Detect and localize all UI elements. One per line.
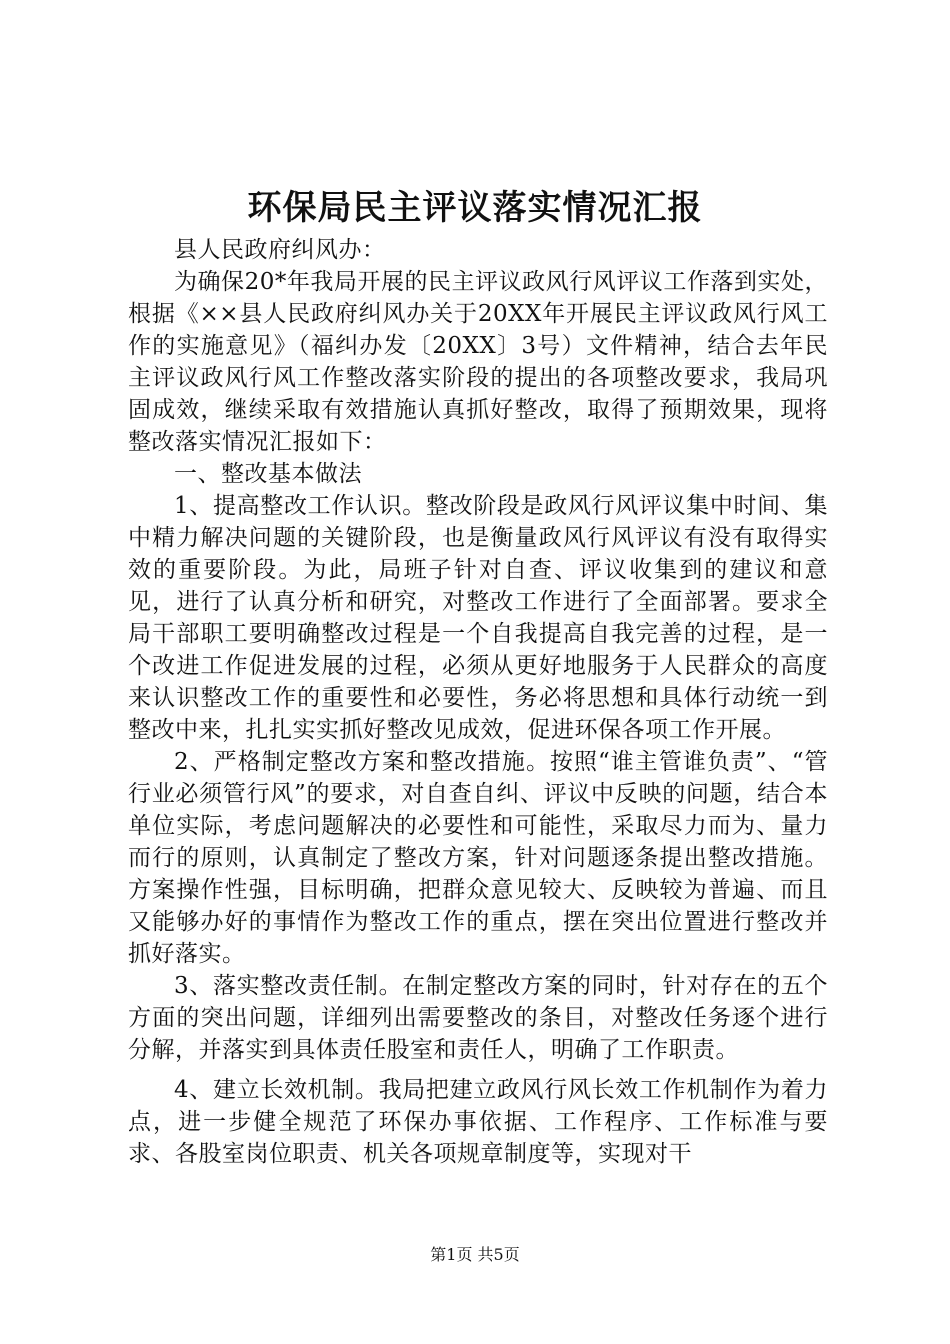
document-body (128, 234, 828, 1170)
document-title: 环保局民主评议落实情况汇报 (247, 188, 703, 228)
section-heading: 一、整改基本做法 (174, 461, 362, 487)
body-paragraph-4: 4、建立长效机制。我局把建立政风行风长效工作机制作为着力点，进一步健全规范了环保办事依据、工作程序、工作标准与要求、各股室岗位职责、机关各项规章制度等，实现对干 (128, 1077, 828, 1167)
page-footer: 第1页 共5页 (430, 1245, 520, 1264)
body-paragraph-3: 3、落实整改责任制。在制定整改方案的同时，针对存在的五个方面的突出问题，详细列出需要整改的条目，对整改任务逐个进行分解，并落实到具体责任股室和责任人，明确了工作职责。 (128, 973, 828, 1063)
intro-paragraph: 为确保20*年我局开展的民主评议政风行风评议工作落到实处，根据《××县人民政府纠风办关于20XX年开展民主评议政风行风工作的实施意见》（福纠办发〔20XX〕3号）文件精神，结合去年民主评议政风行风工作整改落实阶段的提出的各项整改要求，我局巩固成效，继续采取有效措施认真抓好整改，取得了预期效果，现将整改落实情况汇报如下： (128, 269, 828, 455)
body-paragraph-1: 1、提高整改工作认识。整改阶段是政风行风评议集中时间、集中精力解决问题的关键阶段，也是衡量政风行风评议有没有取得实效的重要阶段。为此，局班子针对自查、评议收集到的建议和意见，进行了认真分析和研究，对整改工作进行了全面部署。要求全局干部职工要明确整改过程是一个自我提高自我完善的过程，是一个改进工作促进发展的过程，必须从更好地服务于人民群众的高度来认识整改工作的重要性和必要性，务必将思想和具体行动统一到整改中来，扎扎实实抓好整改见成效，促进环保各项工作开展。 (128, 493, 828, 743)
salutation-paragraph: 县人民政府纠风办： (174, 237, 386, 263)
body-paragraph-2: 2、严格制定整改方案和整改措施。按照“谁主管谁负责”、“管行业必须管行风”的要求，对自查自纠、评议中反映的问题，结合本单位实际，考虑问题解决的必要性和可能性，采取尽力而为、量力而行的原则，认真制定了整改方案，针对问题逐条提出整改措施。方案操作性强，目标明确，把群众意见较大、反映较为普遍、而且又能够办好的事情作为整改工作的重点，摆在突出位置进行整改并抓好落实。 (128, 749, 828, 967)
